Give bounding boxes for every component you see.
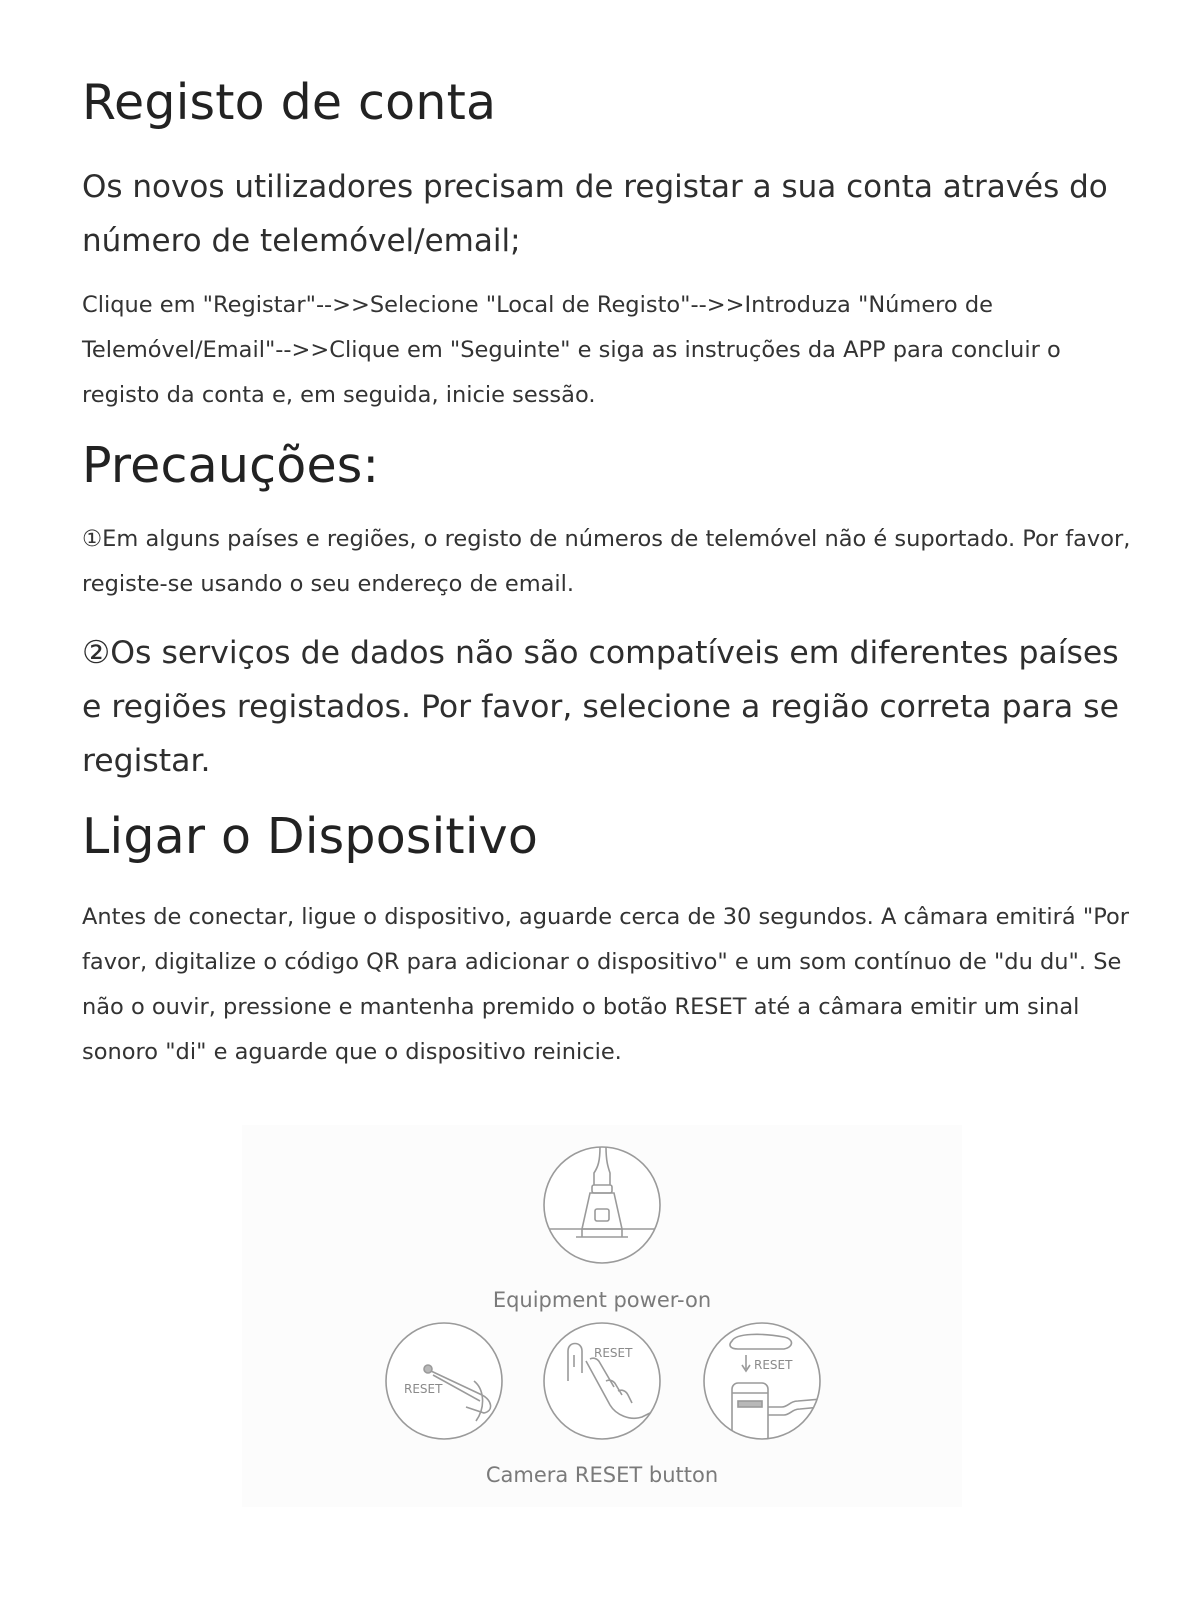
heading-precautions: Precauções: [82,437,380,494]
account-lead-text: Os novos utilizadores precisam de registar a sua conta através do número de telemóvel/email; [82,169,1108,259]
reset-button-camera-icon [702,1321,822,1441]
reset-press-icon [542,1321,662,1441]
precaution-note-2: ②Os serviços de dados não são compatíveis em diferentes países e regiões registados. Por favor, selecione a região correta para se registar. [82,635,1119,779]
power-plug-icon [542,1145,662,1265]
reset-label-text: RESET [404,1382,443,1396]
reset-label-text: RESET [754,1358,793,1372]
caption-equipment-power-on: Equipment power-on [492,1288,712,1312]
precaution-note-1: ①Em alguns países e regiões, o registo de números de telemóvel não é suportado. Por favor, registe-se usando o seu endereço de email. [82,526,1131,597]
power-on-instructions: Antes de conectar, ligue o dispositivo, aguarde cerca de 30 segundos. A câmara emitirá "Por favor, digitalize o código QR para adicionar o dispositivo" e um som contínuo de "du du". Se não o ouvir, pressione e mantenha premido o botão RESET até a câmara emitir um sinal sonoro "di" e aguarde que o dispositivo reinicie. [82,904,1129,1065]
reset-label-text: RESET [594,1346,633,1360]
power-reset-illustration [242,1125,962,1507]
account-instructions: Clique em "Registar"-->>Selecione "Local de Registo"-->>Introduza "Número de Telemóvel/Email"-->>Clique em "Seguinte" e siga as instruções da APP para concluir o registo da conta e, em seguida, inicie sessão. [82,292,1061,408]
heading-power-on-device: Ligar o Dispositivo [82,808,539,865]
heading-account-registration: Registo de conta [82,74,497,131]
reset-pin-icon [384,1321,504,1441]
caption-camera-reset-button: Camera RESET button [485,1463,719,1487]
